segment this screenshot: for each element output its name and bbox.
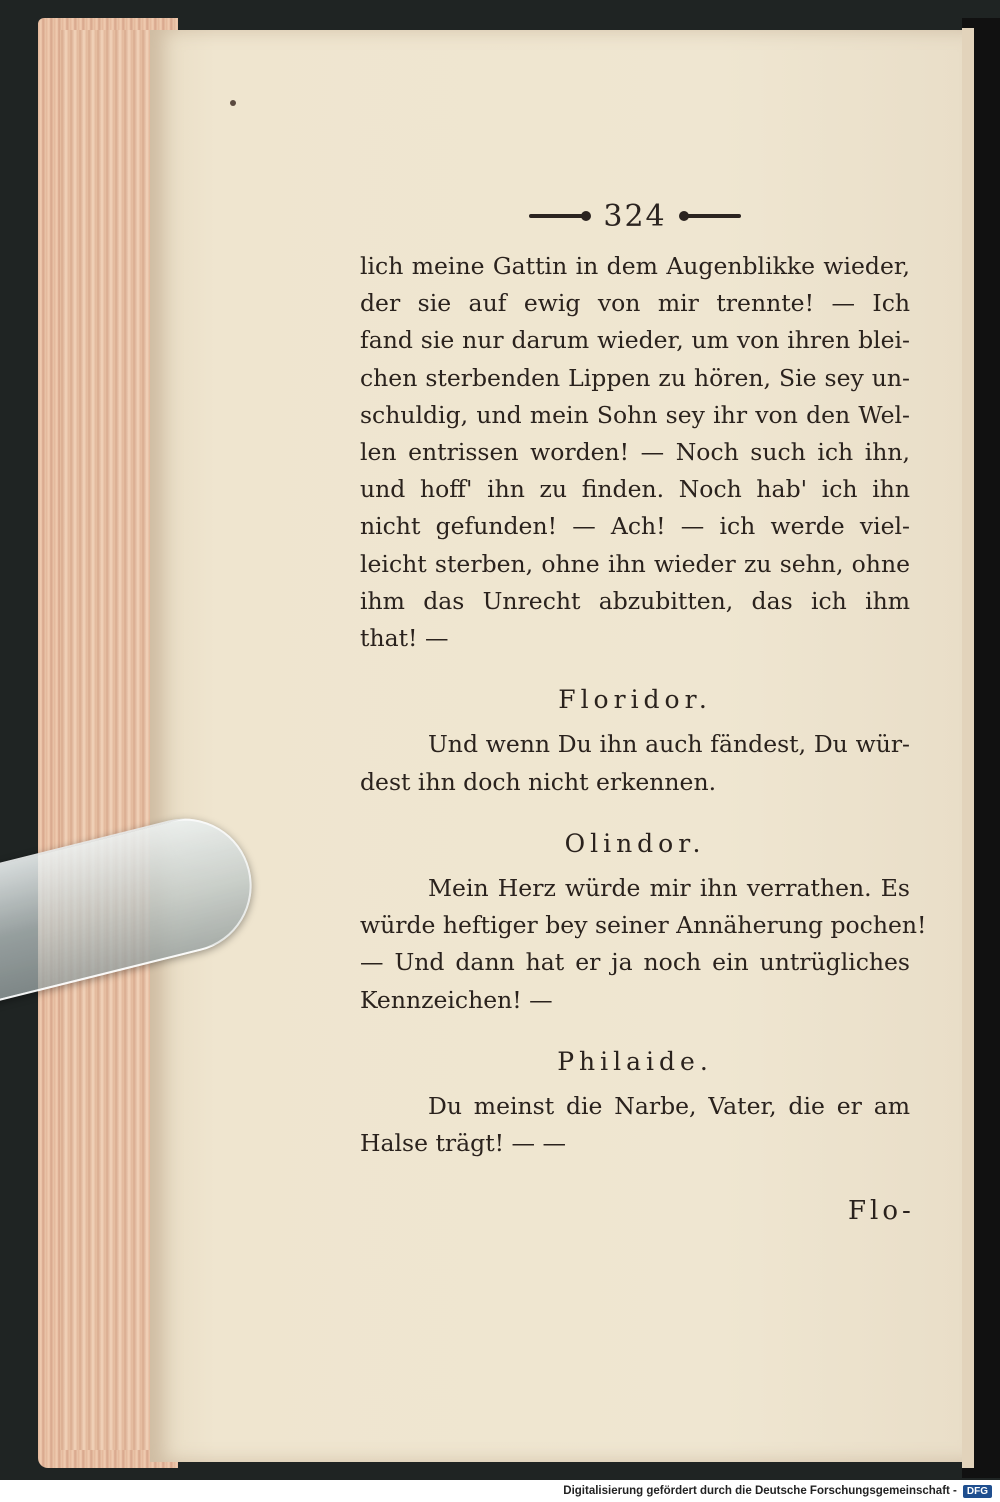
ornament-right-icon bbox=[683, 214, 741, 218]
text-line: Und wenn Du ihn auch fändest, Du wür- bbox=[428, 730, 910, 759]
text-line: ihm das Unrecht abzubitten, das ich ihm bbox=[360, 586, 910, 615]
speaker-name: Philaide. bbox=[557, 1046, 713, 1076]
text-line: that! — bbox=[360, 624, 449, 653]
text-line: fand sie nur darum wieder, um von ihren blei- bbox=[360, 326, 910, 355]
text-line: — Und dann hat er ja noch ein untrügliches bbox=[360, 948, 910, 977]
speaker-name: Floridor. bbox=[558, 685, 712, 715]
text-line: nicht gefunden! — Ach! — ich werde viel- bbox=[360, 512, 910, 541]
page-speck bbox=[230, 100, 236, 106]
footer-credit: Digitalisierung gefördert durch die Deutsche Forschungsgemeinschaft - bbox=[563, 1485, 957, 1497]
text-line: Kennzeichen! — bbox=[360, 985, 553, 1014]
text-line: dest ihn doch nicht erkennen. bbox=[360, 767, 717, 796]
book-spine-shadow bbox=[962, 18, 1000, 1478]
footer-bar bbox=[0, 1480, 1000, 1502]
page-header bbox=[500, 196, 770, 236]
text-line: Mein Herz würde mir ihn verrathen. Es bbox=[428, 874, 910, 903]
text-line: lich meine Gattin in dem Augenblikke wieder, bbox=[360, 252, 910, 280]
text-line: und hoff' ihn zu finden. Noch hab' ich ihn bbox=[360, 475, 910, 504]
ornament-left-icon bbox=[529, 214, 587, 218]
text-line: len entrissen worden! — Noch such ich ihn, bbox=[360, 438, 910, 467]
catchword: Flo- bbox=[848, 1196, 915, 1226]
text-line: würde heftiger bey seiner Annäherung pochen! bbox=[360, 911, 927, 940]
page-number: 324 bbox=[603, 198, 667, 234]
text-line: Du meinst die Narbe, Vater, die er am bbox=[428, 1092, 910, 1121]
text-line: schuldig, und mein Sohn sey ihr von den Wel- bbox=[360, 400, 910, 429]
text-line: chen sterbenden Lippen zu hören, Sie sey un- bbox=[360, 363, 910, 392]
page-text bbox=[360, 248, 927, 1162]
text-line: Halse trägt! — — bbox=[360, 1129, 567, 1158]
speaker-name: Olindor. bbox=[564, 828, 706, 858]
text-line: leicht sterben, ohne ihn wieder zu sehn, ohne bbox=[360, 549, 910, 578]
dfg-logo-icon: DFG bbox=[963, 1485, 992, 1498]
text-line: der sie auf ewig von mir trennte! — Ich bbox=[360, 289, 910, 318]
